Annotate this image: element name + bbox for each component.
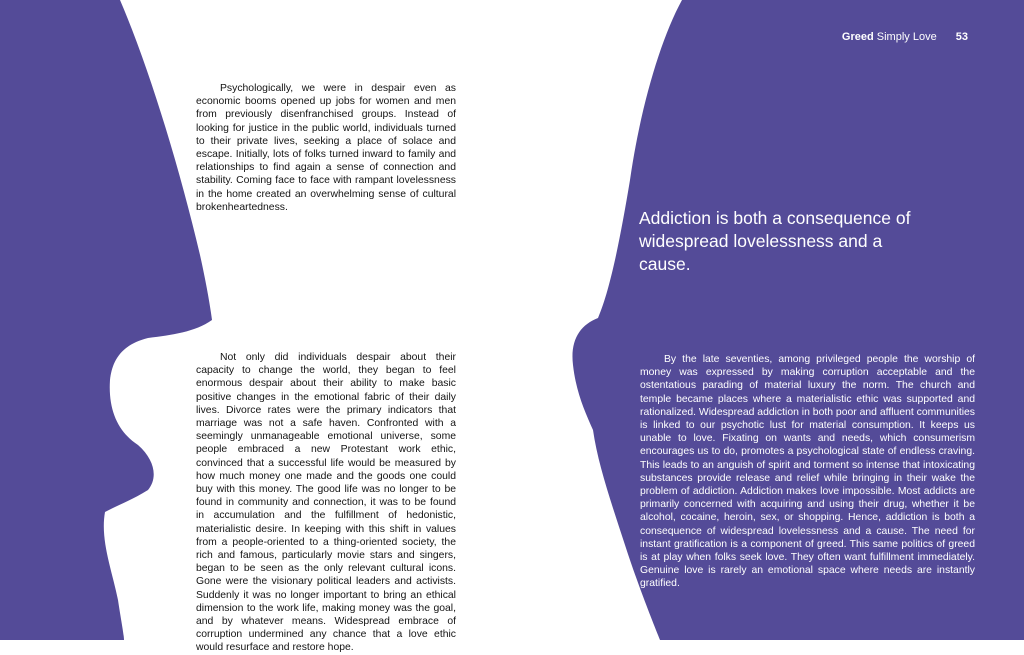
header-title-bold: Greed [841,31,874,43]
body-paragraph-1: Psychologically, we were in despair even as economic booms opened up jobs for women and men from previously disenfranchised groups. Instead of looking for justice in the public world, individuals turned to their private lives, seeking a place of solace and escape. Initially, lots of folks turned inward to family and relationships to find again a sense of connection and stability. Coming face to face with rampant lovelessness in the home created an overwhelming sense of cultural brokenheartedness. [196,83,456,213]
body-paragraph-2: Not only did individuals despair about their capacity to change the world, they began to feel enormous despair about their ability to make basic positive changes in the emotional fabric of their daily lives. Divorce rates were the primary indicators that marriage was not a safe haven. Confronted with a seemingly unmanageable emotional universe, some people embraced a new Protestant work ethic, convinced that a successful life would be measured by how much money one made and the goods one could buy with this money. The good life was no longer to be found in community and connection, it was to be found in accumulation and the fulfillment of hedonistic, materialistic desire. In keeping with this shift in values from a people-oriented to a thing-oriented society, the rich and famous, particularly movie stars and singers, began to be seen as the only relevant cultural icons. Gone were the visionary political leaders and activists. Suddenly it was no longer important to bring an ethical dimension to the work life, making money was the goal, and by whatever means. Widespread embrace of corruption undermined any chance that a love ethic would resurface and restore hope. [196,352,456,654]
page-number: 53 [955,31,968,43]
pull-quote: Addiction is both a consequence of widespread lovelessness and a cause. [639,208,911,274]
body-paragraph-3: By the late seventies, among privileged people the worship of money was expressed by making corruption acceptable and the ostentatious parading of material luxury the norm. The church and temple became places where a materialistic ethic was supported and rationalized. Widespread addiction in both poor and affluent communities is linked to our psychotic lust for material consumption. It keeps us unable to love. Fixating on wants and needs, which consumerism encourages us to do, promotes a psychological state of endless craving. This leads to an anguish of spirit and torment so intense that intoxicating substances provide release and relief while bringing in their wake the problem of addiction. Addiction makes love impossible. Most addicts are primarily concerned with acquiring and using their drug, whether it be alcohol, cocaine, heroin, sex, or shopping. Hence, addiction is both a consequence of widespread lovelessness and a cause. The need for instant gratification is a component of greed. This same politics of greed is at play when folks seek love. They often want fulfillment immediately. Genuine love is rarely an emotional space where needs are instantly gratified. [640,354,975,590]
running-header [842,31,968,43]
left-face-silhouette [0,0,212,640]
header-title: Simply Love [876,31,937,43]
